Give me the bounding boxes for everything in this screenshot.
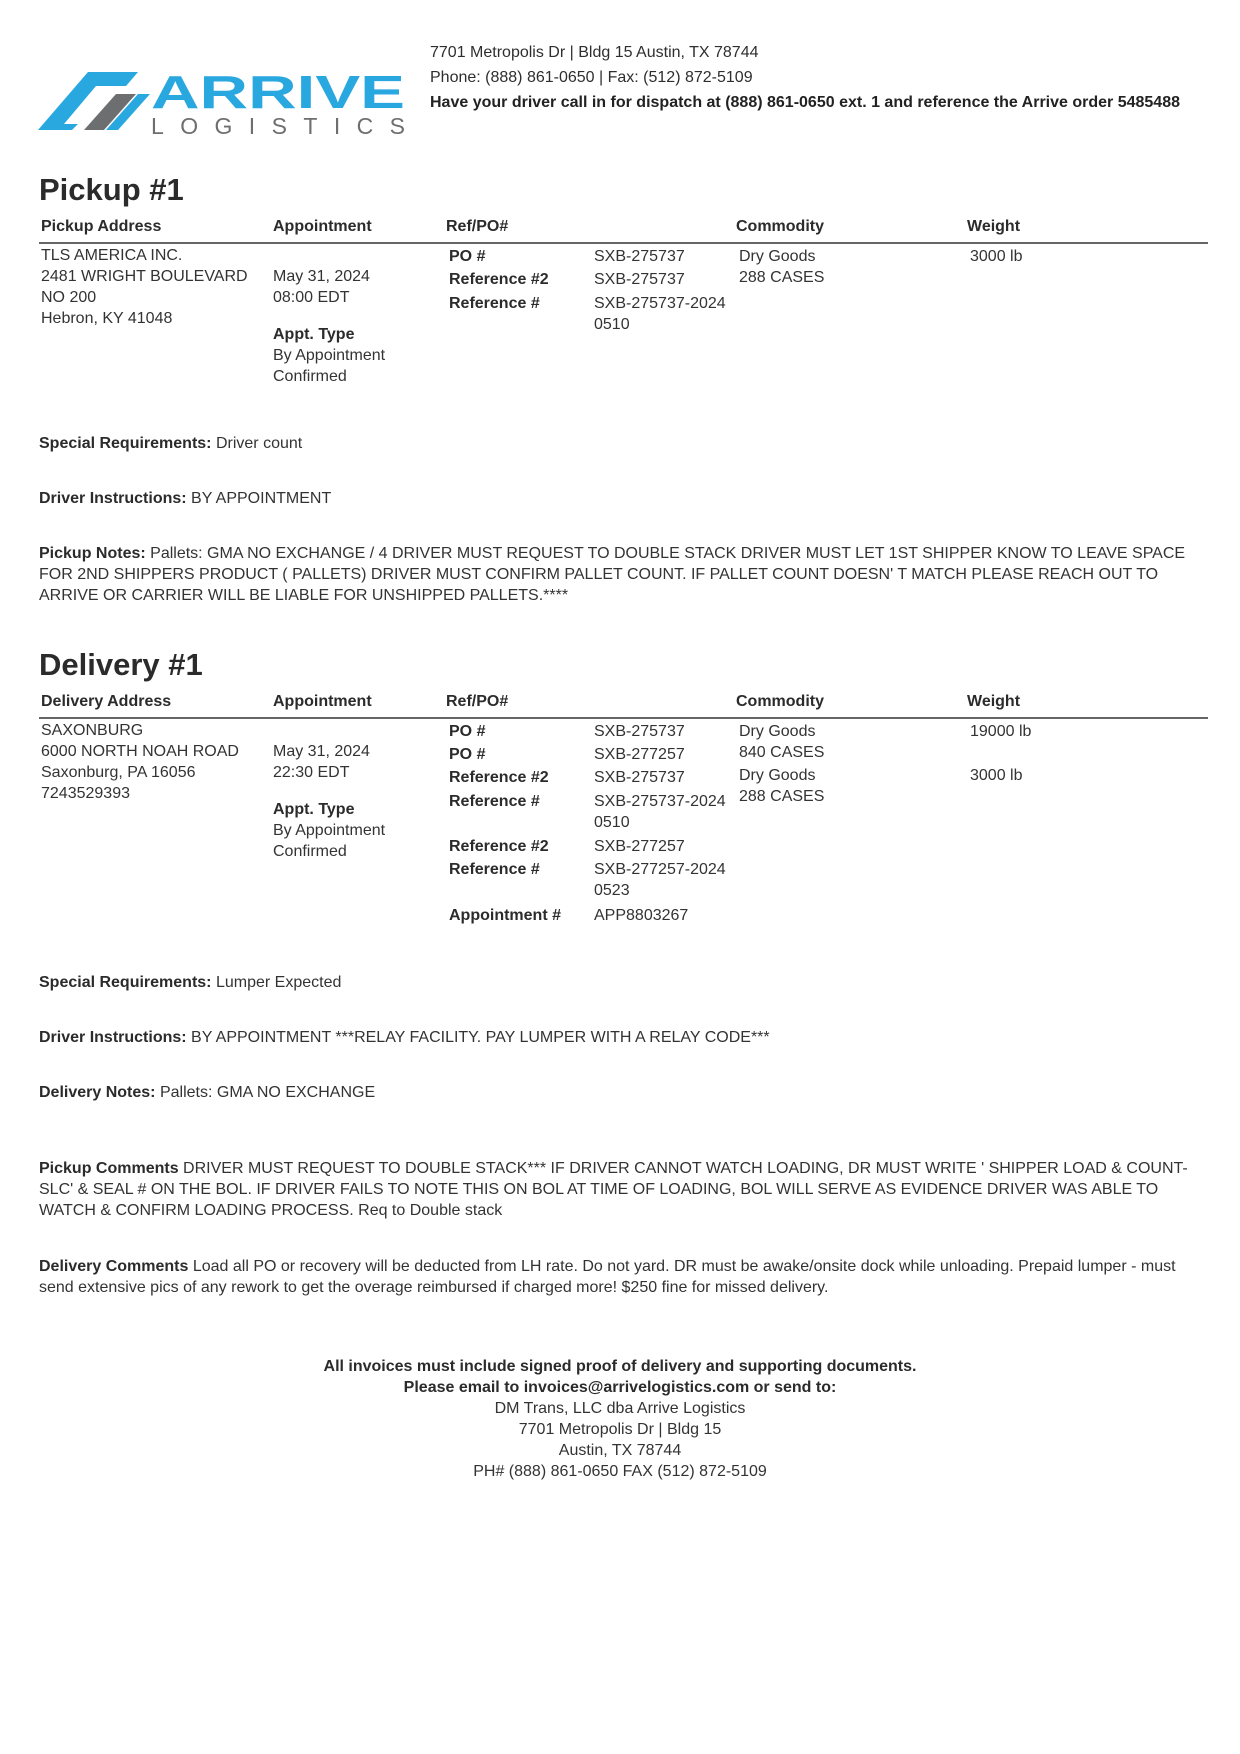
delivery-title: Delivery #1 (39, 647, 203, 682)
value: Driver count (215, 435, 303, 452)
ref-value: SXB-277257 (594, 838, 685, 855)
logo-sub-text: LOGISTICS (151, 113, 405, 136)
col-weight: Weight (967, 693, 1021, 710)
delivery-notes (39, 1082, 1209, 1103)
dispatch-instructions: Have your driver call in for dispatch at (888) 861-0650 ext. 1 and reference the Arrive order 5485488 (430, 94, 1180, 111)
pickup-special-requirements (39, 433, 1209, 454)
arrive-logo-mark (38, 68, 408, 136)
col-commodity: Commodity (736, 693, 824, 710)
footer-line: Austin, TX 78744 (558, 1442, 682, 1459)
delivery-weight: 19000 lb (970, 723, 1032, 740)
pickup-comments (39, 1158, 1209, 1221)
address-line: SAXONBURG (41, 722, 144, 739)
company-phone: Phone: (888) 861-0650 | Fax: (512) 872-5109 (430, 69, 753, 86)
delivery-commodity (739, 721, 824, 807)
delivery-appointment (273, 741, 385, 862)
logo-main-text: ARRIVE (151, 68, 405, 118)
ref-label: Reference # (449, 793, 540, 810)
delivery-address (41, 720, 239, 804)
invoice-footer (0, 1356, 1240, 1482)
ref-value: SXB-275737-2024 (594, 295, 726, 312)
pickup-weight: 3000 lb (970, 248, 1023, 265)
ref-label: PO # (449, 746, 486, 763)
label: Delivery Comments (39, 1258, 189, 1275)
arrive-logistics-logo (38, 68, 408, 136)
commodity-qty: 288 CASES (739, 269, 825, 286)
ref-value: SXB-275737-2024 (594, 793, 726, 810)
ref-label: PO # (449, 248, 486, 265)
appointment-date: May 31, 2024 (273, 268, 370, 285)
footer-line: PH# (888) 861-0650 FAX (512) 872-5109 (473, 1463, 767, 1480)
address-line: NO 200 (41, 289, 97, 306)
delivery-special-requirements (39, 972, 1209, 993)
col-weight: Weight (967, 218, 1021, 235)
address-line: 7243529393 (41, 785, 130, 802)
address-line: 2481 WRIGHT BOULEVARD (41, 268, 248, 285)
value: Load all PO or recovery will be deducted from LH rate. Do not yard. DR must be awake/onsite dock while unloading. Prepaid lumper - must send extensive pics of any rework to get the overage reimbursed if charged more! $250 fine for missed delivery. (39, 1258, 1176, 1296)
ref-value: SXB-275737 (594, 271, 685, 288)
appointment-time: 22:30 EDT (273, 764, 350, 781)
label: Pickup Notes: (39, 545, 146, 562)
pickup-title: Pickup #1 (39, 172, 184, 207)
value: Pallets: GMA NO EXCHANGE / 4 DRIVER MUST REQUEST TO DOUBLE STACK DRIVER MUST LET 1ST SHIPPER KNOW TO LEAVE SPACE FOR 2ND SHIPPERS PRODUCT ( PALLETS) DRIVER MUST CONFIRM PALLET COUNT. IF PALLET COUNT DOESN' T MATCH PLEASE REACH OUT TO ARRIVE OR CARRIER WILL BE LIABLE FOR UNSHIPPED PALLETS.**** (39, 545, 1186, 604)
footer-line: DM Trans, LLC dba Arrive Logistics (494, 1400, 746, 1417)
ref-value-cont: 0510 (594, 316, 630, 333)
footer-line: 7701 Metropolis Dr | Bldg 15 (518, 1421, 722, 1438)
label: Driver Instructions: (39, 490, 187, 507)
ref-label: Reference # (449, 295, 540, 312)
appointment-date: May 31, 2024 (273, 743, 370, 760)
delivery-table-header (39, 691, 1208, 719)
appt-type-value: Confirmed (273, 843, 347, 860)
pickup-commodity (739, 246, 824, 288)
ref-value-cont: 0510 (594, 814, 630, 831)
appointment-time: 08:00 EDT (273, 289, 350, 306)
ref-label: Appointment # (449, 907, 561, 924)
ref-label: Reference #2 (449, 769, 549, 786)
commodity-name: Dry Goods (739, 723, 816, 740)
ref-value: SXB-277257-2024 (594, 861, 726, 878)
ref-label: Reference #2 (449, 838, 549, 855)
ref-value: SXB-277257 (594, 746, 685, 763)
label: Pickup Comments (39, 1160, 179, 1177)
pickup-address (41, 245, 248, 329)
label: Driver Instructions: (39, 1029, 187, 1046)
col-appointment: Appointment (273, 693, 372, 710)
address-line: Saxonburg, PA 16056 (41, 764, 196, 781)
ref-value: SXB-275737 (594, 723, 685, 740)
col-commodity: Commodity (736, 218, 824, 235)
value: BY APPOINTMENT (191, 490, 332, 507)
appt-type-value: By Appointment (273, 347, 386, 364)
col-appointment: Appointment (273, 218, 372, 235)
col-ref-po: Ref/PO# (446, 218, 509, 235)
address-line: TLS AMERICA INC. (41, 247, 183, 264)
label: Special Requirements: (39, 974, 212, 991)
pickup-table-header (39, 216, 1208, 244)
address-line: Hebron, KY 41048 (41, 310, 173, 327)
ref-value-cont: 0523 (594, 882, 630, 899)
company-address: 7701 Metropolis Dr | Bldg 15 Austin, TX 78744 (430, 44, 759, 61)
company-contact (430, 40, 1190, 115)
delivery-weight: 3000 lb (970, 767, 1023, 784)
ref-label: Reference # (449, 861, 540, 878)
label: Special Requirements: (39, 435, 212, 452)
appt-type-value: Confirmed (273, 368, 347, 385)
value: Pallets: GMA NO EXCHANGE (159, 1084, 376, 1101)
value: Lumper Expected (215, 974, 342, 991)
label: Delivery Notes: (39, 1084, 156, 1101)
appt-type-value: By Appointment (273, 822, 386, 839)
appt-type-label: Appt. Type (273, 326, 355, 343)
commodity-name: Dry Goods (739, 767, 816, 784)
pickup-notes (39, 543, 1209, 606)
ref-value: SXB-275737 (594, 769, 685, 786)
commodity-qty: 288 CASES (739, 788, 825, 805)
value: BY APPOINTMENT ***RELAY FACILITY. PAY LUMPER WITH A RELAY CODE*** (191, 1029, 770, 1046)
appt-type-label: Appt. Type (273, 801, 355, 818)
col-delivery-address: Delivery Address (41, 693, 172, 710)
footer-line: Please email to invoices@arrivelogistics.com or send to: (403, 1379, 837, 1396)
footer-line: All invoices must include signed proof of delivery and supporting documents. (323, 1358, 917, 1375)
pickup-driver-instructions (39, 488, 1209, 509)
delivery-driver-instructions (39, 1027, 1209, 1048)
col-ref-po: Ref/PO# (446, 693, 509, 710)
pickup-appointment (273, 266, 385, 387)
ref-label: PO # (449, 723, 486, 740)
address-line: 6000 NORTH NOAH ROAD (41, 743, 239, 760)
ref-value: SXB-275737 (594, 248, 685, 265)
delivery-comments (39, 1256, 1209, 1298)
col-pickup-address: Pickup Address (41, 218, 162, 235)
commodity-qty: 840 CASES (739, 744, 825, 761)
value: DRIVER MUST REQUEST TO DOUBLE STACK*** IF DRIVER CANNOT WATCH LOADING, DR MUST WRITE ' SHIPPER LOAD & COUNT- SLC' & SEAL # ON THE BOL. IF DRIVER FAILS TO NOTE THIS ON BOL AT TIME OF LOADING, BOL WILL SERVE AS EVIDENCE DRIVER WAS ABLE TO WATCH & CONFIRM LOADING PROCESS. Req to Double stack (39, 1160, 1188, 1219)
commodity-name: Dry Goods (739, 248, 816, 265)
ref-label: Reference #2 (449, 271, 549, 288)
ref-value: APP8803267 (594, 907, 689, 924)
